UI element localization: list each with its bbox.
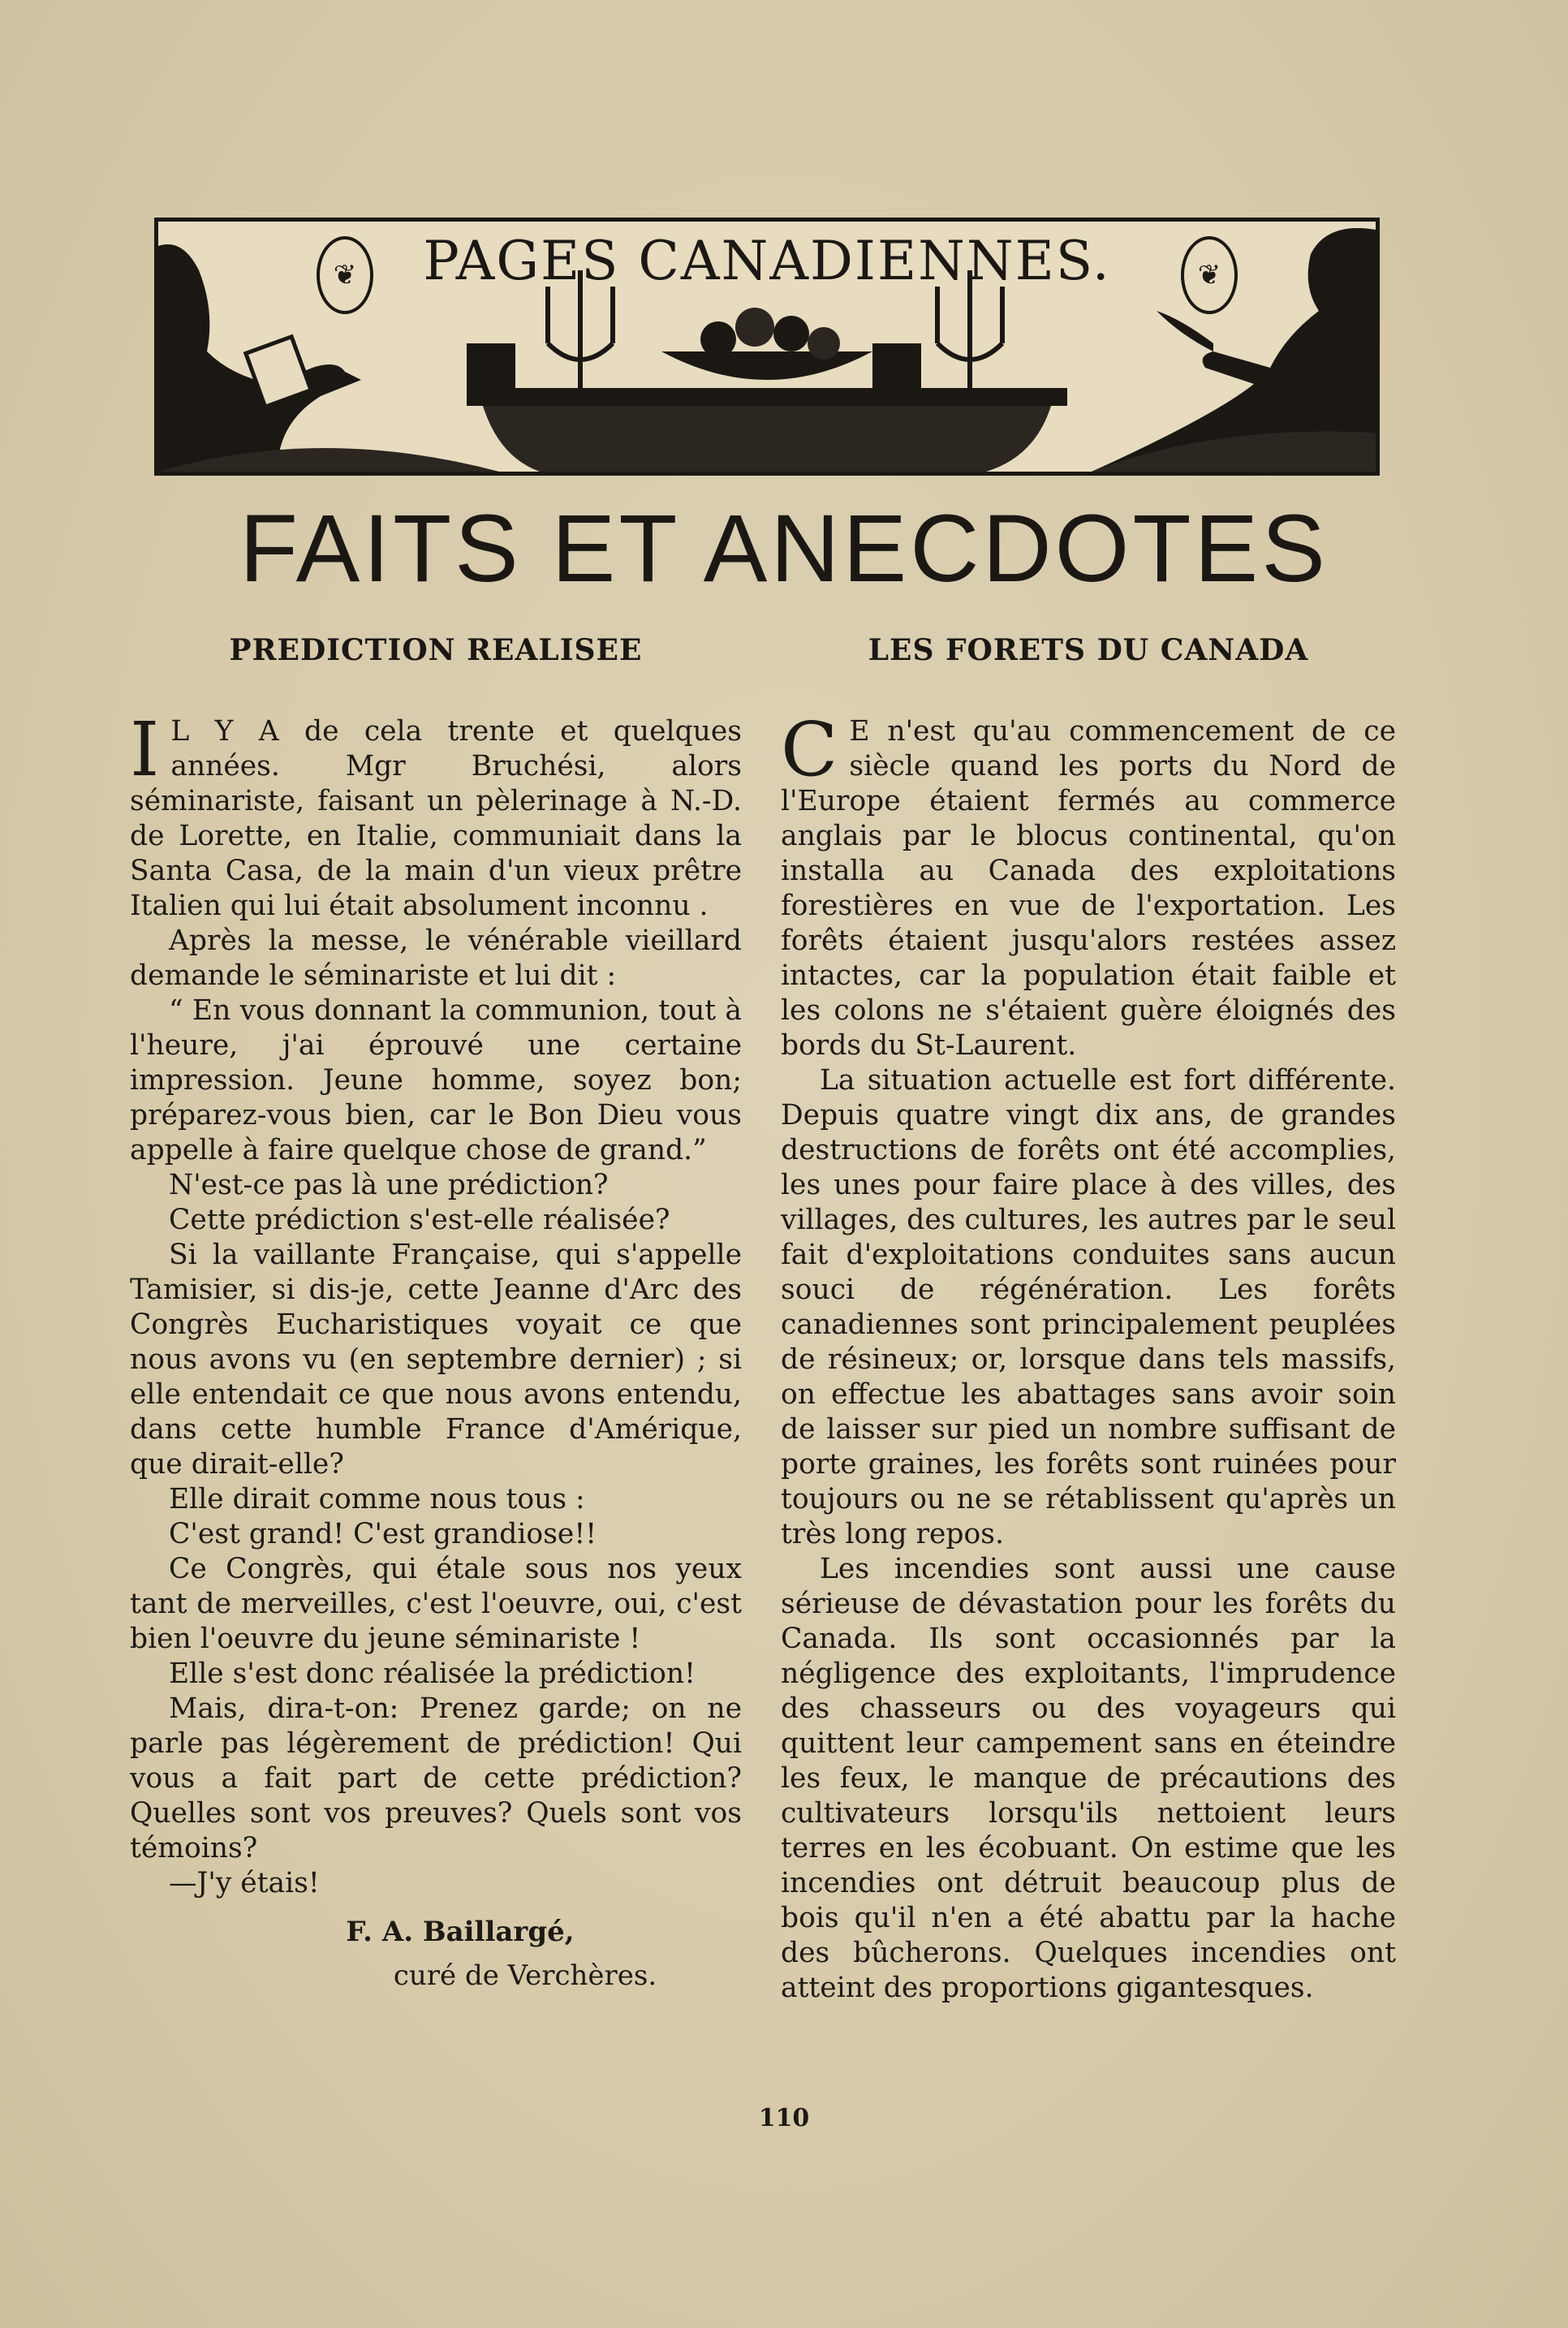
page-number: 110 [758,2104,810,2132]
paragraph: N'est-ce pas là une prédiction? [169,1169,609,1201]
paragraph: I L Y A de cela trente et quelques années. Mgr Bruchési, alors séminariste, faisant un pèlerinage à N.-D. de Lorette, en Italie, communiait dans la Santa Casa, de la main d'un vieux prêtre Italien qui lui était absolument inconnu . [130,706,742,922]
banner-title: PAGES CANADIENNES. [423,230,1111,292]
left-article-heading: PREDICTION REALISEE [229,633,643,667]
author-title: curé de Verchères. [393,1959,657,1992]
author-signature: F. A. Baillargé, [346,1916,575,1948]
paragraph: —J'y étais! [169,1867,320,1899]
page-title: FAITS ET ANECDOTES [239,495,1329,602]
drop-cap: C [781,706,838,793]
paragraph: Cette prédiction s'est-elle réalisée? [169,1204,670,1236]
paragraph: Si la vaillante Française, qui s'appelle Tamisier, si dis-je, cette Jeanne d'Arc des Congrès Eucharistiques voyait ce que nous avons vu (en septembre dernier) ; si elle entendait ce que nous avons entendu, dans cette humble France d'Amérique, que dirait-elle? [130,1239,742,1481]
paragraph: Elle dirait comme nous tous : [169,1483,585,1515]
paragraph: Les incendies sont aussi une cause sérieuse de dévastation pour les forêts du Canada. Ils sont occasionnés par la négligence des exploitants, l'imprudence des chasseurs ou des voyageurs qui quittent leur campement sans en éteindre les feux, le manque de précautions des cultivateurs lorsqu'ils nettoient leurs terres en les écobuant. On estime que les incendies ont détruit beaucoup plus de bois qu'il n'en a été abattu par la hache des bûcherons. Quelques incendies ont atteint des proportions gigantesques. [781,1553,1396,2004]
paragraph: C E n'est qu'au commencement de ce siècle quand les ports du Nord de l'Europe étaient fermés au commerce anglais par le blocus continental, qu'on installa au Canada des exploitations forestières en vue de l'exportation. Les forêts étaient jusqu'alors restées assez intactes, car la population était faible et les colons ne s'étaient guère éloignés des bords du St-Laurent. [781,706,1396,1062]
header-banner [154,218,1380,476]
paragraph: Elle s'est donc réalisée la prédiction! [169,1658,696,1690]
drop-cap: I [130,706,160,793]
paragraph: Après la messe, le vénérable vieillard demande le séminariste et lui dit : [130,925,742,992]
right-article [781,633,1396,2006]
right-medallion-icon: ❦ [1181,236,1238,314]
paragraph: Mais, dira-t-on: Prenez garde; on ne parle pas légèrement de prédiction! Qui vous a fait part de cette prédiction? Quelles sont vos preuves? Quels sont vos témoins? [130,1692,742,1865]
paragraph: C'est grand! C'est grandiose!! [169,1518,597,1550]
left-medallion-icon: ❦ [317,236,373,314]
right-article-heading: LES FORETS DU CANADA [868,633,1309,667]
left-article [130,633,742,1992]
paragraph: “ En vous donnant la communion, tout à l'heure, j'ai éprouvé une certaine impression. Jeune homme, soyez bon; préparez-vous bien, car le Bon Dieu vous appelle à faire quelque chose de grand.” [130,994,742,1166]
paragraph: La situation actuelle est fort différente. Depuis quatre vingt dix ans, de grandes destructions de forêts ont été accomplies, les unes pour faire place à des villes, des villages, des cultures, les autres par le seul fait d'exploitations conduites sans aucun souci de régénération. Les forêts canadiennes sont principalement peuplées de résineux; or, lorsque dans tels massifs, on effectue les abattages sans avoir soin de laisser sur pied un nombre suffisant de porte graines, les forêts sont ruinées pour toujours ou ne se rétablissent qu'après un très long repos. [781,1064,1396,1550]
paragraph: Ce Congrès, qui étale sous nos yeux tant de merveilles, c'est l'oeuvre, oui, c'est bien l'oeuvre du jeune séminariste ! [130,1553,742,1655]
